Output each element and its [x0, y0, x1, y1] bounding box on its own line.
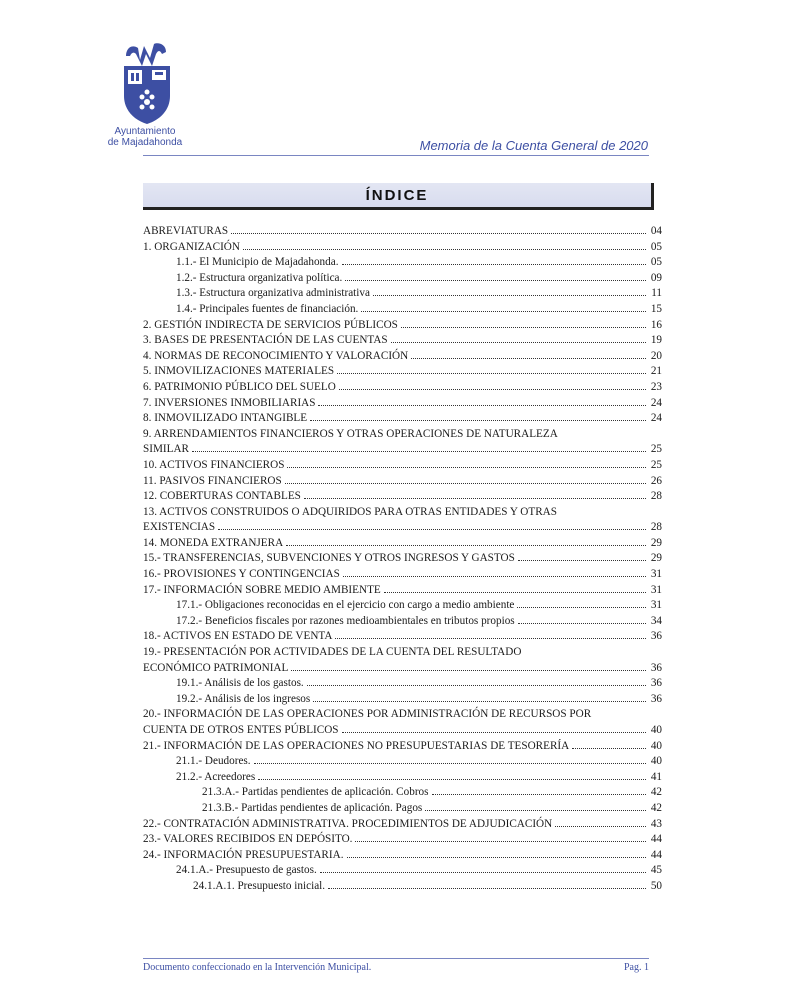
- toc-leader: [373, 295, 646, 296]
- toc-leader: [286, 545, 646, 546]
- toc-entry[interactable]: [143, 754, 662, 770]
- toc-entry-label: 21.- INFORMACIÓN DE LAS OPERACIONES NO PRESUPUESTARIAS DE TESORERÍA: [143, 739, 570, 752]
- toc-leader: [337, 373, 646, 374]
- toc-entry-label: 24.1.A.1. Presupuesto inicial.: [193, 879, 326, 892]
- toc-entry-label: EXISTENCIAS: [143, 521, 216, 534]
- toc-entry[interactable]: [143, 489, 662, 505]
- toc-entry-label: 11. PASIVOS FINANCIEROS: [143, 474, 282, 487]
- toc-entry-page: 20: [650, 349, 662, 362]
- toc-entry-label: 4. NORMAS DE RECONOCIMIENTO Y VALORACIÓN: [143, 349, 409, 362]
- toc-leader: [432, 794, 647, 795]
- toc-leader: [243, 249, 646, 250]
- toc-entry-page: 25: [650, 458, 662, 471]
- toc-entry-label: 1.3.- Estructura organizativa administrativa: [176, 287, 370, 300]
- toc-leader: [218, 529, 646, 530]
- toc-entry[interactable]: [143, 583, 662, 599]
- toc-entry-page: 40: [650, 739, 662, 752]
- toc-entry[interactable]: [143, 676, 662, 692]
- toc-leader: [307, 685, 646, 686]
- toc-entry-label: 13. ACTIVOS CONSTRUIDOS O ADQUIRIDOS PARA OTRAS ENTIDADES Y OTRAS: [143, 505, 557, 518]
- table-of-contents: [143, 224, 662, 895]
- toc-entry[interactable]: [143, 458, 662, 474]
- toc-leader: [555, 826, 646, 827]
- toc-entry-page: 09: [650, 271, 662, 284]
- toc-entry-label: 1.1.- El Municipio de Majadahonda.: [176, 256, 339, 269]
- toc-leader: [391, 342, 646, 343]
- toc-entry-page: 36: [650, 677, 662, 690]
- toc-entry-page: 44: [650, 848, 662, 861]
- toc-leader: [361, 311, 646, 312]
- index-heading-box: [143, 183, 654, 210]
- toc-entry[interactable]: [143, 442, 662, 458]
- toc-entry-label: 19.1.- Análisis de los gastos.: [176, 677, 304, 690]
- toc-entry-page: 50: [650, 879, 662, 892]
- toc-leader: [192, 451, 646, 452]
- toc-entry-label: 10. ACTIVOS FINANCIEROS: [143, 458, 285, 471]
- toc-entry-page: 43: [650, 817, 662, 830]
- toc-entry-page: 16: [650, 318, 662, 331]
- toc-entry[interactable]: [143, 505, 662, 521]
- toc-entry-label: 21.2.- Acreedores: [176, 770, 256, 783]
- toc-entry[interactable]: [143, 707, 662, 723]
- toc-entry-page: 05: [650, 256, 662, 269]
- toc-entry[interactable]: [143, 224, 662, 240]
- toc-leader: [231, 233, 646, 234]
- toc-entry-label: ECONÓMICO PATRIMONIAL: [143, 661, 289, 674]
- toc-entry[interactable]: [143, 286, 662, 302]
- toc-entry-label: 1.4.- Principales fuentes de financiación.: [176, 302, 359, 315]
- coat-of-arms-icon: [118, 40, 176, 126]
- toc-entry-label: 20.- INFORMACIÓN DE LAS OPERACIONES POR ADMINISTRACIÓN DE RECURSOS POR: [143, 708, 592, 721]
- toc-leader: [339, 389, 646, 390]
- toc-entry-page: 11: [651, 287, 662, 300]
- header-divider: [143, 155, 649, 156]
- toc-leader: [411, 358, 646, 359]
- toc-entry-label: ABREVIATURAS: [143, 225, 229, 237]
- toc-entry-page: 36: [650, 630, 662, 643]
- toc-entry-page: 25: [650, 443, 662, 456]
- toc-leader: [258, 779, 646, 780]
- toc-entry[interactable]: [143, 598, 662, 614]
- municipal-logo: [103, 40, 193, 152]
- toc-entry-label: 3. BASES DE PRESENTACIÓN DE LAS CUENTAS: [143, 334, 388, 347]
- toc-entry[interactable]: [143, 879, 662, 895]
- toc-entry-page: 40: [650, 755, 662, 768]
- toc-entry[interactable]: [143, 333, 662, 349]
- toc-entry-page: 24: [650, 396, 662, 409]
- toc-leader: [343, 576, 646, 577]
- toc-entry[interactable]: [143, 567, 662, 583]
- toc-leader: [384, 592, 646, 593]
- toc-entry-label: 7. INVERSIONES INMOBILIARIAS: [143, 396, 316, 409]
- logo-line-1: Ayuntamiento: [114, 126, 176, 137]
- toc-entry-label: CUENTA DE OTROS ENTES PÚBLICOS: [143, 724, 339, 736]
- toc-entry-label: 14. MONEDA EXTRANJERA: [143, 536, 284, 549]
- toc-leader: [518, 560, 646, 561]
- toc-leader: [285, 483, 646, 484]
- toc-entry[interactable]: [143, 770, 662, 786]
- toc-entry-label: 22.- CONTRATACIÓN ADMINISTRATIVA. PROCEDIMIENTOS DE ADJUDICACIÓN: [143, 817, 553, 830]
- toc-entry-label: 19.- PRESENTACIÓN POR ACTIVIDADES DE LA CUENTA DEL RESULTADO: [143, 646, 522, 659]
- toc-entry-page: 05: [650, 240, 662, 253]
- toc-entry-page: 23: [650, 380, 662, 393]
- logo-line-2: de Majadahonda: [107, 137, 183, 148]
- toc-entry[interactable]: [143, 302, 662, 318]
- toc-entry-page: 44: [650, 833, 662, 846]
- toc-leader: [572, 748, 646, 749]
- toc-entry-label: 1.2.- Estructura organizativa política.: [176, 271, 343, 284]
- toc-entry[interactable]: [143, 396, 662, 412]
- toc-entry[interactable]: [143, 536, 662, 552]
- toc-entry[interactable]: [143, 240, 662, 256]
- toc-leader: [291, 670, 646, 671]
- toc-leader: [304, 498, 646, 499]
- toc-leader: [320, 872, 646, 873]
- toc-entry-label: 15.- TRANSFERENCIAS, SUBVENCIONES Y OTROS INGRESOS Y GASTOS: [143, 552, 515, 565]
- toc-entry-label: 5. INMOVILIZACIONES MATERIALES: [143, 365, 335, 378]
- toc-entry[interactable]: [143, 785, 662, 801]
- toc-entry-label: 17.1.- Obligaciones reconocidas en el ejercicio con cargo a medio ambiente: [176, 599, 515, 612]
- toc-entry-page: 36: [650, 661, 662, 674]
- toc-entry[interactable]: [143, 692, 662, 708]
- toc-leader: [518, 623, 646, 624]
- toc-entry-label: 24.1.A.- Presupuesto de gastos.: [176, 864, 317, 877]
- toc-entry-page: 40: [650, 724, 662, 736]
- toc-leader: [287, 467, 646, 468]
- toc-entry-label: 17.2.- Beneficios fiscales por razones medioambientales en tributos propios: [176, 614, 515, 627]
- footer-divider: [143, 958, 649, 959]
- toc-entry-label: 16.- PROVISIONES Y CONTINGENCIAS: [143, 568, 340, 581]
- toc-entry-label: 21.1.- Deudores.: [176, 755, 251, 768]
- document-title: Memoria de la Cuenta General de 2020: [419, 138, 648, 153]
- toc-entry-label: 21.3.B.- Partidas pendientes de aplicación. Pagos: [202, 801, 423, 814]
- toc-entry-page: 29: [650, 536, 662, 549]
- toc-leader: [425, 810, 646, 811]
- footer-note: Documento confeccionado en la Intervención Municipal.: [143, 962, 372, 973]
- toc-entry[interactable]: [143, 380, 662, 396]
- toc-entry[interactable]: [143, 723, 662, 739]
- toc-entry-label: 8. INMOVILIZADO INTANGIBLE: [143, 412, 308, 425]
- toc-entry[interactable]: [143, 427, 662, 443]
- toc-leader: [517, 607, 646, 608]
- toc-entry-label: 24.- INFORMACIÓN PRESUPUESTARIA.: [143, 848, 344, 861]
- toc-entry-label: 12. COBERTURAS CONTABLES: [143, 490, 301, 503]
- toc-leader: [254, 763, 646, 764]
- toc-entry[interactable]: [143, 801, 662, 817]
- toc-leader: [347, 857, 647, 858]
- toc-entry-page: 29: [650, 552, 662, 565]
- toc-entry[interactable]: [143, 832, 662, 848]
- page-number: Pag. 1: [624, 962, 649, 973]
- index-heading: ÍNDICE: [365, 187, 429, 204]
- toc-leader: [342, 264, 647, 265]
- toc-entry-page: 28: [650, 490, 662, 503]
- toc-leader: [328, 888, 646, 889]
- toc-entry[interactable]: [143, 863, 662, 879]
- toc-entry-page: 04: [650, 225, 662, 237]
- toc-leader: [401, 327, 646, 328]
- toc-entry-page: 45: [650, 864, 662, 877]
- toc-entry[interactable]: [143, 739, 662, 755]
- toc-entry-label: SIMILAR: [143, 443, 189, 456]
- toc-leader: [345, 280, 646, 281]
- toc-entry[interactable]: [143, 318, 662, 334]
- toc-entry-label: 2. GESTIÓN INDIRECTA DE SERVICIOS PÚBLICOS: [143, 318, 398, 331]
- toc-entry-page: 31: [650, 599, 662, 612]
- toc-entry-label: 19.2.- Análisis de los ingresos: [176, 692, 311, 705]
- toc-entry-page: 28: [650, 521, 662, 534]
- toc-entry-page: 19: [650, 334, 662, 347]
- toc-entry-page: 41: [650, 770, 662, 783]
- toc-entry[interactable]: [143, 629, 662, 645]
- toc-entry-label: 21.3.A.- Partidas pendientes de aplicación. Cobros: [202, 786, 429, 799]
- toc-entry-label: 18.- ACTIVOS EN ESTADO DE VENTA: [143, 630, 333, 643]
- toc-entry[interactable]: [143, 271, 662, 287]
- toc-entry-page: 34: [650, 614, 662, 627]
- toc-leader: [318, 405, 646, 406]
- toc-entry[interactable]: [143, 551, 662, 567]
- toc-leader: [335, 638, 646, 639]
- toc-entry-page: 36: [650, 692, 662, 705]
- toc-leader: [313, 701, 646, 702]
- toc-entry[interactable]: [143, 614, 662, 630]
- toc-entry-label: 17.- INFORMACIÓN SOBRE MEDIO AMBIENTE: [143, 583, 381, 596]
- toc-entry[interactable]: [143, 848, 662, 864]
- toc-entry-page: 21: [650, 365, 662, 378]
- toc-entry-page: 15: [650, 302, 662, 315]
- toc-entry-page: 24: [650, 412, 662, 425]
- toc-entry-page: 42: [650, 801, 662, 814]
- toc-entry-label: 23.- VALORES RECIBIDOS EN DEPÓSITO.: [143, 833, 353, 846]
- toc-entry-label: 6. PATRIMONIO PÚBLICO DEL SUELO: [143, 380, 336, 393]
- toc-entry[interactable]: [143, 255, 662, 271]
- toc-entry[interactable]: [143, 364, 662, 380]
- toc-entry[interactable]: [143, 411, 662, 427]
- toc-entry-page: 31: [650, 568, 662, 581]
- toc-entry[interactable]: [143, 520, 662, 536]
- toc-entry-page: 42: [650, 786, 662, 799]
- toc-leader: [355, 841, 646, 842]
- toc-leader: [310, 420, 646, 421]
- toc-entry-page: 26: [650, 474, 662, 487]
- toc-entry[interactable]: [143, 349, 662, 365]
- toc-entry[interactable]: [143, 817, 662, 833]
- toc-entry[interactable]: [143, 474, 662, 490]
- toc-entry-page: 31: [650, 583, 662, 596]
- toc-leader: [342, 732, 646, 733]
- toc-entry-label: 9. ARRENDAMIENTOS FINANCIEROS Y OTRAS OPERACIONES DE NATURALEZA: [143, 427, 558, 440]
- toc-entry-label: 1. ORGANIZACIÓN: [143, 240, 240, 253]
- toc-entry[interactable]: [143, 645, 662, 661]
- toc-entry[interactable]: [143, 661, 662, 677]
